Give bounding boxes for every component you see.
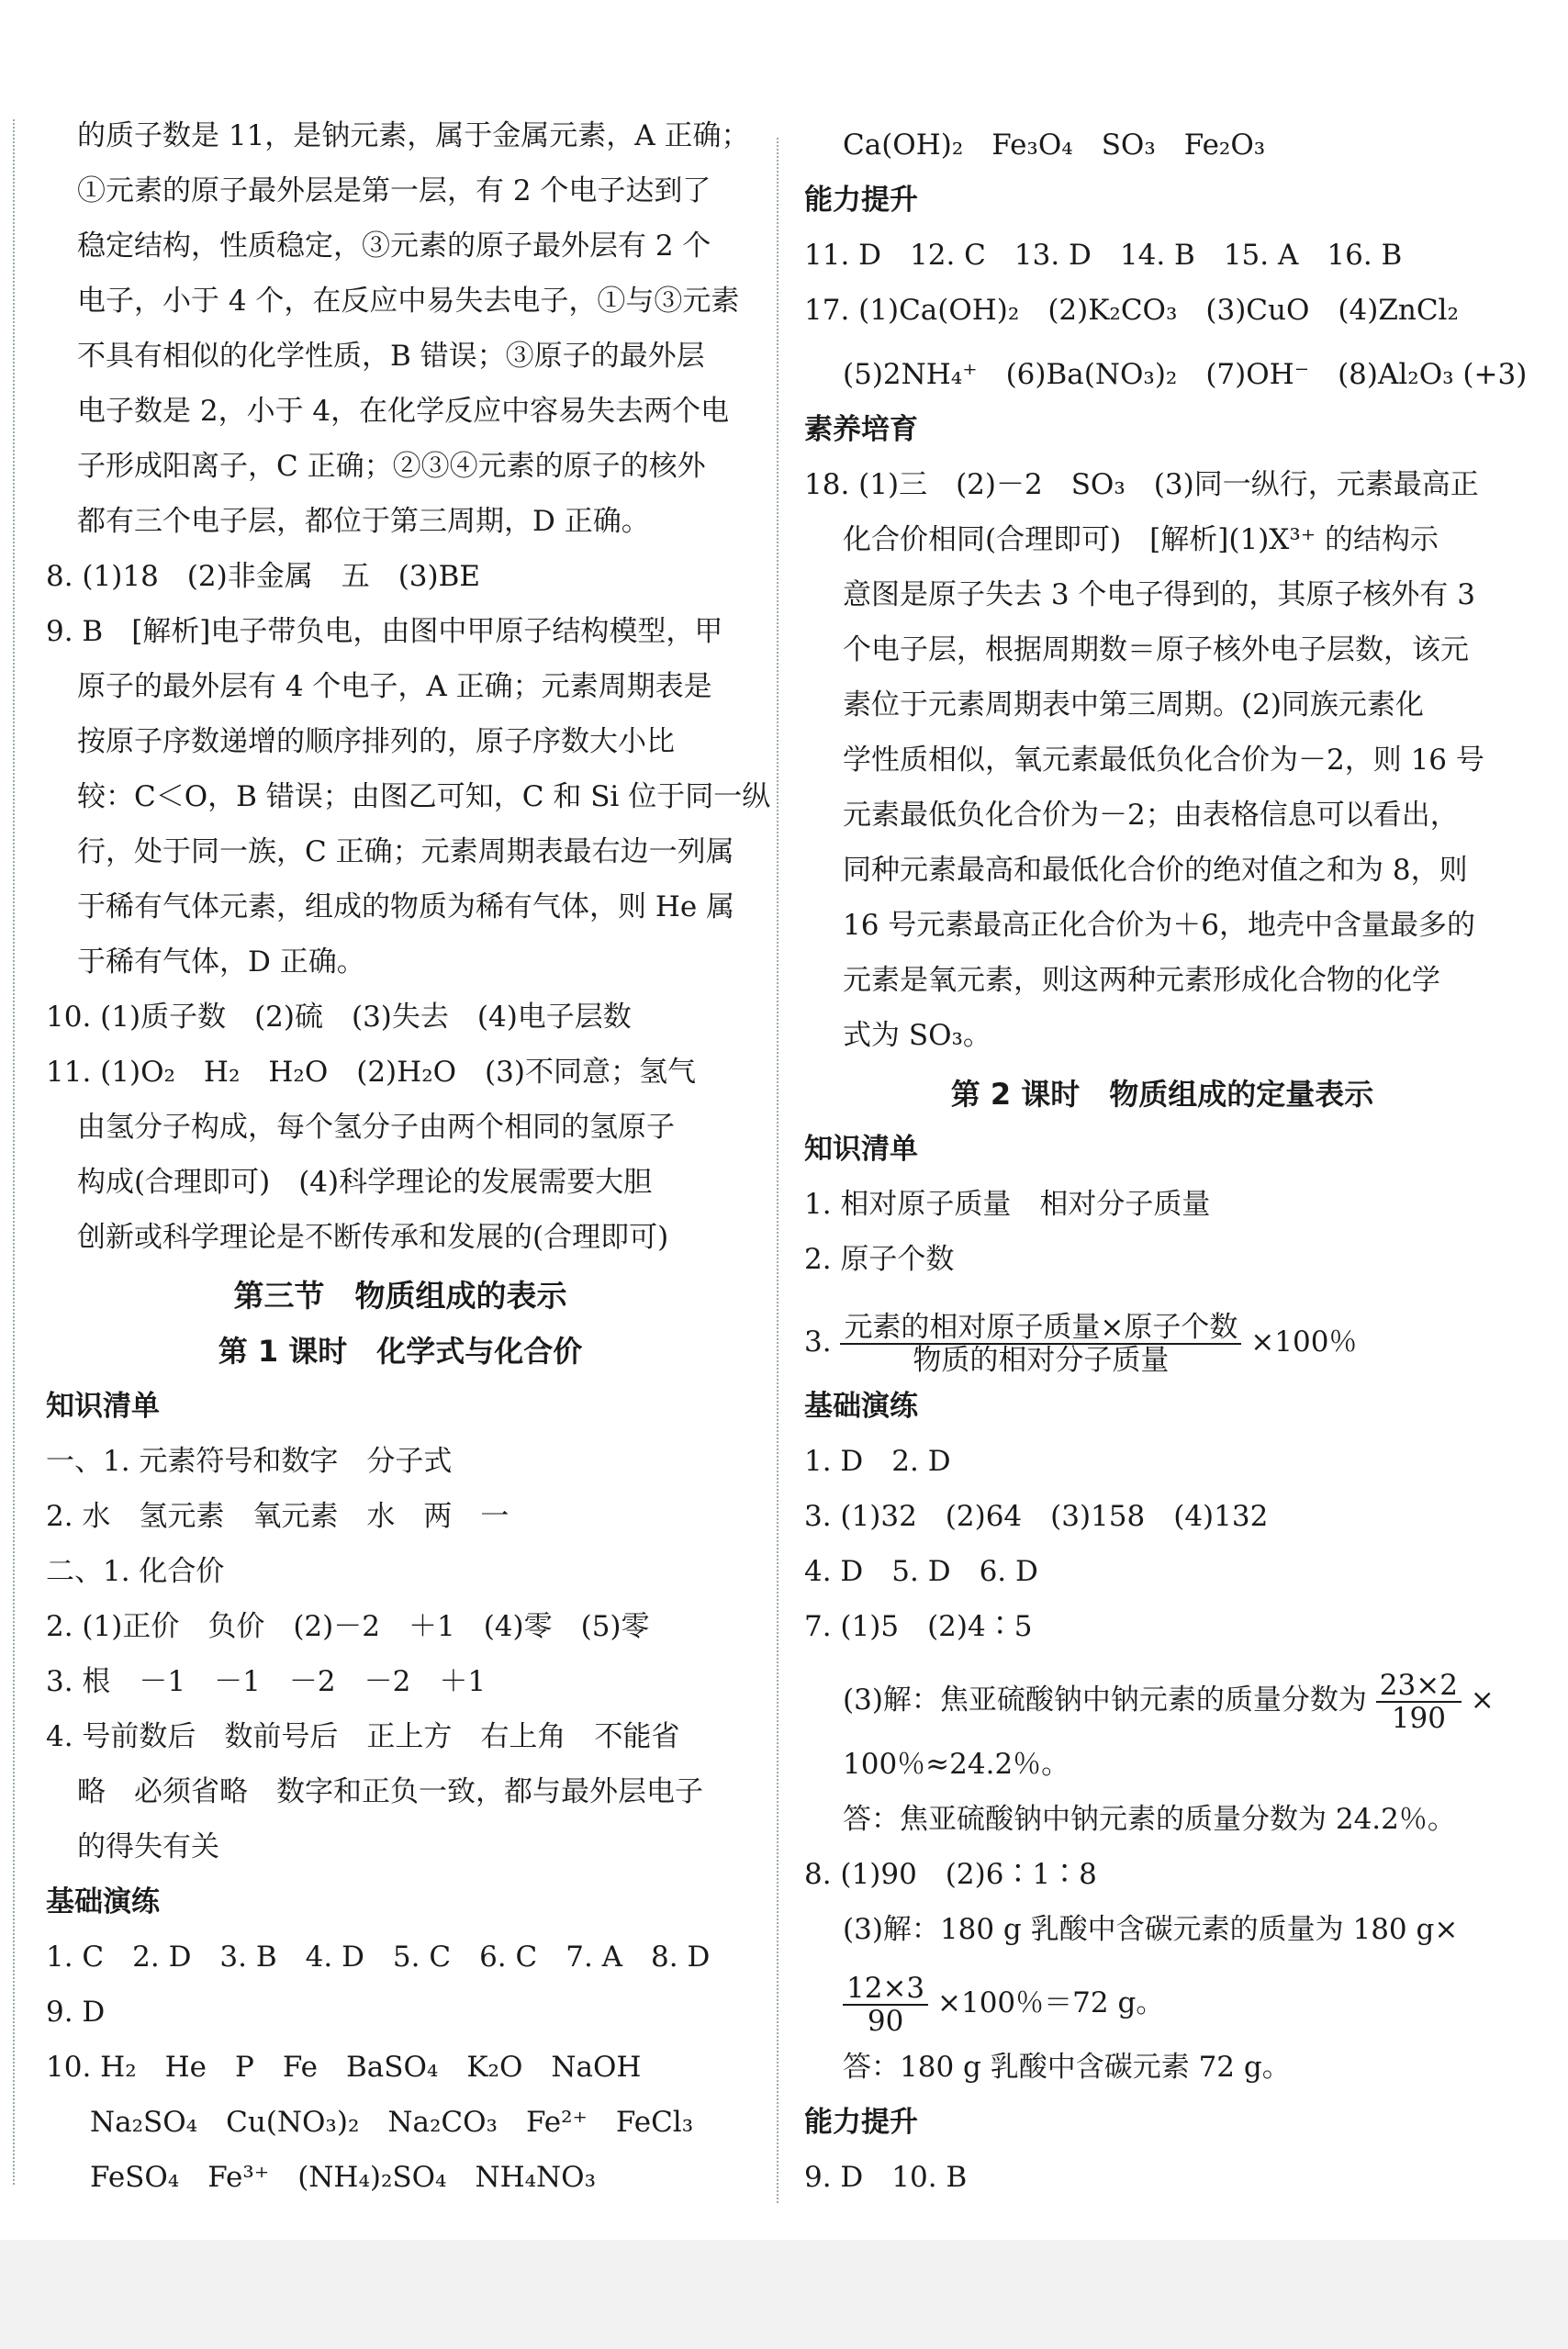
answer-text: 答：焦亚硫酸钠中钠元素的质量分数为 24.2％。 bbox=[843, 1803, 1456, 1836]
fraction-denominator: 190 bbox=[1391, 1701, 1446, 1735]
text-line: 不具有相似的化学性质，B 错误；③原子的最外层 bbox=[77, 340, 705, 373]
fraction bbox=[1376, 1670, 1462, 1734]
answer-7: 7. (1)5 (2)4∶5 bbox=[804, 1610, 1033, 1643]
answer-11: 11. (1)O₂ H₂ H₂O (2)H₂O (3)不同意；氢气 bbox=[46, 1056, 696, 1089]
text-line: 2. 水 氢元素 氧元素 水 两 一 bbox=[46, 1500, 510, 1533]
text-line: 式为 SO₃。 bbox=[843, 1019, 991, 1052]
answers-1-8: 1. C 2. D 3. B 4. D 5. C 6. C 7. A 8. D bbox=[46, 1941, 711, 1974]
text-line: 的质子数是 11，是钠元素，属于金属元素，A 正确； bbox=[77, 119, 750, 152]
heading-basic-practice: 基础演练 bbox=[46, 1885, 160, 1918]
heading-knowledge-list: 知识清单 bbox=[804, 1133, 918, 1166]
text-line: 原子的最外层有 4 个电子，A 正确；元素周期表是 bbox=[77, 670, 712, 703]
lesson-title: 第 1 课时 化学式与化合价 bbox=[218, 1334, 583, 1369]
text-line: 意图是原子失去 3 个电子得到的，其原子核外有 3 bbox=[843, 578, 1476, 611]
text-line: 同种元素最高和最低化合价的绝对值之和为 8，则 bbox=[843, 854, 1468, 887]
answer-10: 10. H₂ He P Fe BaSO₄ K₂O NaOH bbox=[46, 2051, 642, 2084]
text-line: 一、1. 元素符号和数字 分子式 bbox=[46, 1445, 453, 1478]
answers-9-10: 9. D 10. B bbox=[804, 2161, 968, 2194]
heading-basic-practice: 基础演练 bbox=[804, 1390, 918, 1423]
text-line: 略 必须省略 数字和正负一致，都与最外层电子 bbox=[77, 1775, 703, 1808]
answer-9: 9. B [解析]电子带负电，由图中甲原子结构模型，甲 bbox=[46, 615, 723, 648]
times-sign: × bbox=[1470, 1683, 1495, 1717]
page-bottom-margin bbox=[0, 2240, 1568, 2349]
text-line: 4. D 5. D 6. D bbox=[804, 1555, 1038, 1588]
fraction-denominator: 物质的相对分子质量 bbox=[913, 1343, 1170, 1377]
text-line: ①元素的原子最外层是第一层，有 2 个电子达到了 bbox=[77, 174, 711, 207]
formula-line bbox=[843, 1663, 1495, 1737]
formula-line bbox=[804, 1305, 1357, 1379]
lesson-title: 第 2 课时 物质组成的定量表示 bbox=[950, 1077, 1374, 1112]
left-margin-dotted-line bbox=[13, 119, 15, 2185]
text-line: 子形成阳离子，C 正确；②③④元素的原子的核外 bbox=[77, 450, 706, 483]
text-line: 元素是氧元素，则这两种元素形成化合物的化学 bbox=[843, 964, 1440, 997]
heading-ability: 能力提升 bbox=[804, 184, 918, 217]
fraction bbox=[843, 1973, 928, 2037]
text-line: 行，处于同一族，C 正确；元素周期表最右边一列属 bbox=[77, 835, 734, 868]
text-line: 都有三个电子层，都位于第三周期，D 正确。 bbox=[77, 505, 650, 538]
text-line: 100％≈24.2％。 bbox=[843, 1748, 1070, 1781]
section-title: 第三节 物质组成的表示 bbox=[233, 1278, 567, 1314]
text-line: 4. 号前数后 数前号后 正上方 右上角 不能省 bbox=[46, 1720, 680, 1753]
fraction-denominator: 90 bbox=[867, 2004, 904, 2038]
text-line: 二、1. 化合价 bbox=[46, 1555, 225, 1588]
mass-fraction-formula bbox=[840, 1312, 1241, 1376]
answer-8: 8. (1)18 (2)非金属 五 (3)BE bbox=[46, 560, 481, 593]
text-line: 由氢分子构成，每个氢分子由两个相同的氢原子 bbox=[77, 1111, 675, 1144]
item-number: 3. bbox=[804, 1326, 832, 1359]
text-line: (5)2NH₄⁺ (6)Ba(NO₃)₂ (7)OH⁻ (8)Al₂O₃ (+3) bbox=[843, 358, 1528, 391]
text-line: 个电子层，根据周期数＝原子核外电子层数，该元 bbox=[843, 633, 1469, 666]
text-line: 的得失有关 bbox=[77, 1830, 219, 1863]
answer-8: 8. (1)90 (2)6∶1∶8 bbox=[804, 1858, 1097, 1891]
text-line: 电子数是 2，小于 4，在化学反应中容易失去两个电 bbox=[77, 395, 730, 428]
formula-line bbox=[843, 1966, 1164, 2040]
text-line: 1. D 2. D bbox=[804, 1445, 951, 1478]
text-line: 3. 根 －1 －1 －2 －2 ＋1 bbox=[46, 1665, 487, 1698]
text-line: 稳定结构，性质稳定，③元素的原子最外层有 2 个 bbox=[77, 229, 711, 263]
text-line: 按原子序数递增的顺序排列的，原子序数大小比 bbox=[77, 725, 675, 758]
text-line: 构成(合理即可) (4)科学理论的发展需要大胆 bbox=[77, 1166, 653, 1199]
text-line: 1. 相对原子质量 相对分子质量 bbox=[804, 1188, 1211, 1221]
text-line: 2. 原子个数 bbox=[804, 1243, 955, 1276]
text-line: 创新或科学理论是不断传承和发展的(合理即可) bbox=[77, 1221, 669, 1254]
text-line: 3. (1)32 (2)64 (3)158 (4)132 bbox=[804, 1500, 1269, 1533]
formula-multiplier: ×100％ bbox=[1250, 1326, 1358, 1359]
answer-18: 18. (1)三 (2)－2 SO₃ (3)同一纵行，元素最高正 bbox=[804, 468, 1479, 501]
answer-10: 10. (1)质子数 (2)硫 (3)失去 (4)电子层数 bbox=[46, 1001, 632, 1034]
text-line: 2. (1)正价 负价 (2)－2 ＋1 (4)零 (5)零 bbox=[46, 1610, 650, 1643]
text-line: 素位于元素周期表中第三周期。(2)同族元素化 bbox=[843, 688, 1424, 721]
text-line: 化合价相同(合理即可) [解析](1)X³⁺ 的结构示 bbox=[843, 523, 1439, 556]
heading-literacy: 素养培育 bbox=[804, 413, 918, 446]
text-line: 学性质相似，氧元素最低负化合价为－2，则 16 号 bbox=[843, 744, 1484, 777]
text-line: Na₂SO₄ Cu(NO₃)₂ Na₂CO₃ Fe²⁺ FeCl₃ bbox=[90, 2106, 694, 2139]
text-line: (3)解：180 g 乳酸中含碳元素的质量为 180 g× bbox=[843, 1913, 1459, 1946]
text-line: 于稀有气体，D 正确。 bbox=[77, 945, 365, 979]
answer-text: 答：180 g 乳酸中含碳元素 72 g。 bbox=[843, 2051, 1291, 2084]
text-line: 元素最低负化合价为－2；由表格信息可以看出， bbox=[843, 799, 1459, 832]
answers-11-16: 11. D 12. C 13. D 14. B 15. A 16. B bbox=[804, 239, 1403, 272]
fraction-numerator: 23×2 bbox=[1376, 1670, 1462, 1703]
answer-9: 9. D bbox=[46, 1996, 106, 2029]
fraction-numerator: 12×3 bbox=[843, 1973, 928, 2006]
text-line: FeSO₄ Fe³⁺ (NH₄)₂SO₄ NH₄NO₃ bbox=[90, 2161, 597, 2194]
fraction-numerator: 元素的相对原子质量×原子个数 bbox=[840, 1312, 1241, 1345]
answer-17: 17. (1)Ca(OH)₂ (2)K₂CO₃ (3)CuO (4)ZnCl₂ bbox=[804, 294, 1459, 327]
text-line: 于稀有气体元素，组成的物质为稀有气体，则 He 属 bbox=[77, 890, 735, 923]
text-line: Ca(OH)₂ Fe₃O₄ SO₃ Fe₂O₃ bbox=[843, 129, 1266, 162]
text-line: 较：C＜O，B 错误；由图乙可知，C 和 Si 位于同一纵 bbox=[77, 780, 771, 813]
text-line: 16 号元素最高正化合价为＋6，地壳中含量最多的 bbox=[843, 909, 1476, 942]
solution-text: (3)解：焦亚硫酸钠中钠元素的质量分数为 bbox=[843, 1683, 1367, 1717]
column-divider-dotted-line bbox=[777, 138, 778, 2203]
heading-knowledge-list: 知识清单 bbox=[46, 1390, 160, 1423]
formula-result: ×100％＝72 g。 bbox=[937, 1986, 1165, 2019]
heading-ability: 能力提升 bbox=[804, 2106, 918, 2139]
text-line: 电子，小于 4 个，在反应中易失去电子，①与③元素 bbox=[77, 285, 740, 318]
